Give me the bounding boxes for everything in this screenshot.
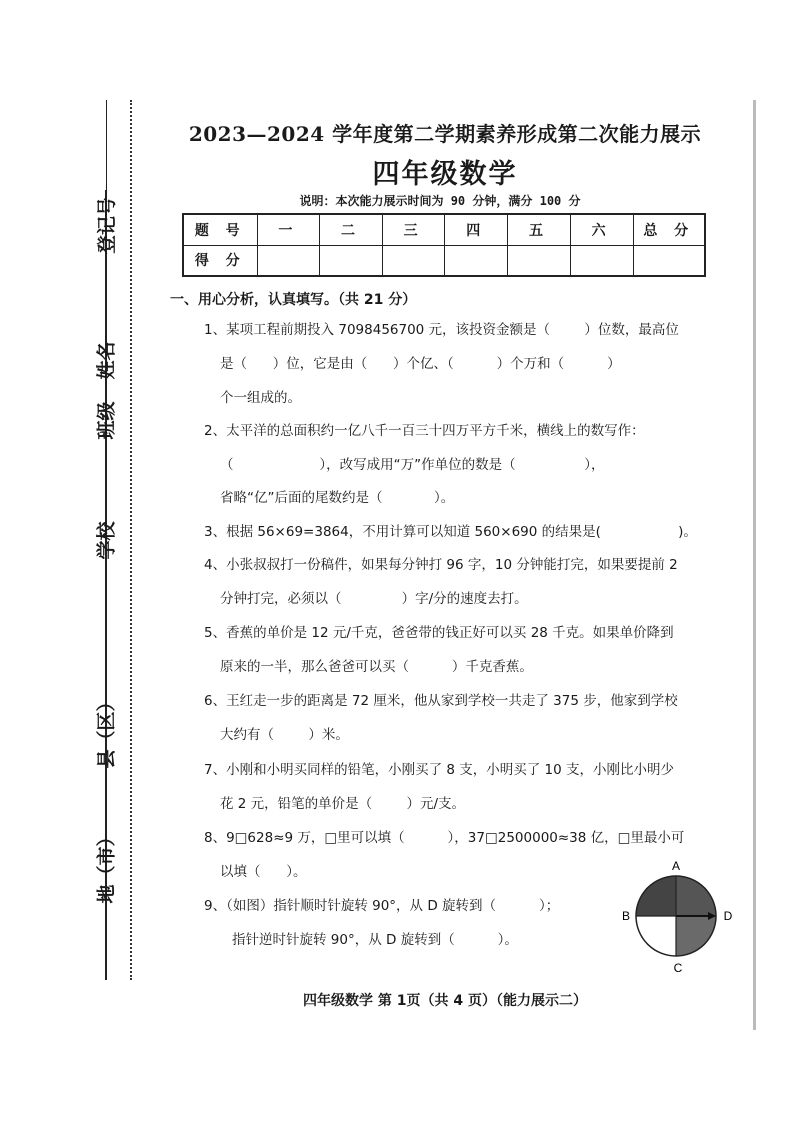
question-line: 4、小张叔叔打一份稿件，如果每分钟打 96 字，10 分钟能打完，如果要提前 2 [204, 557, 678, 573]
question-9-cont [232, 930, 518, 950]
score-table-cell: 六 [570, 214, 633, 245]
question-line: 指针逆时针旋转 90°，从 D 旋转到（ ）。 [232, 932, 518, 948]
score-table-cell: 一 [257, 214, 320, 245]
question-line: 9、（如图）指针顺时针旋转 90°，从 D 旋转到（ ）； [204, 898, 560, 914]
question-line: 是（ ）位，它是由（ ）个亿、（ ）个万和（ ） [220, 356, 621, 372]
rotation-dial-figure [612, 856, 742, 976]
score-input-cell[interactable] [320, 245, 383, 276]
question-2 [204, 421, 645, 441]
question-4 [204, 555, 678, 575]
question-4-cont [220, 589, 528, 609]
question-line: 个一组成的。 [220, 390, 301, 406]
question-2-cont [220, 455, 604, 475]
score-input-cell[interactable] [257, 245, 320, 276]
question-6-cont [220, 725, 349, 745]
score-table [182, 213, 706, 277]
school-field[interactable]: 学校 [95, 520, 118, 560]
question-line: 7、小刚和小明买同样的铅笔，小刚买了 8 支，小明买了 10 支，小刚比小明少 [204, 762, 675, 778]
question-2-cont2 [220, 488, 454, 508]
question-line: 以填（ ）。 [220, 864, 307, 880]
score-input-cell[interactable] [508, 245, 571, 276]
score-table-cell: 三 [382, 214, 445, 245]
county-field[interactable]: 县（区） [95, 691, 118, 769]
question-5 [204, 623, 674, 643]
page-footer: 四年级数学 第 1页（共 4 页）（能力展示二） [303, 993, 587, 1009]
question-9 [204, 896, 559, 916]
score-table-cell: 二 [320, 214, 383, 245]
question-8 [204, 828, 684, 848]
question-line: 5、香蕉的单价是 12 元/千克，爸爸带的钱正好可以买 28 千克。如果单价降到 [204, 625, 674, 641]
question-line: （ ），改写成用“万”作单位的数是（ ）， [220, 457, 605, 473]
question-7-cont [220, 794, 465, 814]
score-input-cell[interactable] [570, 245, 633, 276]
question-line: 6、王红走一步的距离是 72 厘米，他从家到学校一共走了 375 步，他家到学校 [204, 693, 678, 709]
score-table-cell: 四 [445, 214, 508, 245]
section-heading: 一、用心分析，认真填写。（共 21 分） [170, 292, 417, 308]
question-line: 8、9□628≈9 万，□里可以填（ ），37□2500000≈38 亿，□里最小可 [204, 830, 685, 846]
exam-note: 说明：本次能力展示时间为 90 分钟，满分 100 分 [299, 194, 581, 208]
city-field[interactable]: 地（市） [95, 826, 118, 904]
question-7 [204, 760, 674, 780]
question-line: 分钟打完，必须以（ ）字/分的速度去打。 [220, 591, 528, 607]
question-1-cont [220, 354, 621, 374]
question-line: 2、太平洋的总面积约一亿八千一百三十四万平方千米，横线上的数写作： [204, 423, 645, 439]
dial-label-a: A [671, 859, 681, 873]
question-line: 原来的一半，那么爸爸可以买（ ）千克香蕉。 [220, 659, 533, 675]
dial-label-b: B [621, 909, 631, 923]
registration-number-field[interactable]: 登记号 [95, 196, 118, 254]
question-line: 3、根据 56×69=3864，不用计算可以知道 560×690 的结果是( )。 [204, 524, 697, 540]
question-line: 1、某项工程前期投入 7098456700 元，该投资金额是（ ）位数，最高位 [204, 322, 679, 338]
score-table-score-row [183, 245, 705, 276]
question-8-cont [220, 862, 307, 882]
binding-margin [60, 100, 140, 1000]
student-name-field[interactable]: 姓名 [95, 340, 118, 380]
dial-label-c: C [673, 961, 683, 975]
score-input-cell[interactable] [382, 245, 445, 276]
question-1 [204, 320, 679, 340]
question-line: 省略“亿”后面的尾数约是（ ）。 [220, 490, 455, 506]
question-line: 大约有（ ）米。 [220, 727, 349, 743]
question-1-cont2 [220, 388, 301, 408]
score-table-cell: 总 分 [633, 214, 705, 245]
score-table-header-row [183, 214, 705, 245]
question-5-cont [220, 657, 533, 677]
question-3 [204, 522, 697, 542]
exam-title: 2023—2024 学年度第二学期素养形成第二次能力展示 [188, 122, 702, 146]
class-field[interactable]: 班级 [95, 400, 118, 440]
question-6 [204, 691, 678, 711]
score-input-cell[interactable] [633, 245, 705, 276]
score-input-cell[interactable] [445, 245, 508, 276]
page-edge-shadow [753, 100, 756, 1030]
score-table-cell: 题 号 [183, 214, 257, 245]
score-table-cell: 五 [508, 214, 571, 245]
question-line: 花 2 元，铅笔的单价是（ ）元/支。 [220, 796, 466, 812]
dial-label-d: D [723, 909, 733, 923]
score-table-cell: 得 分 [183, 245, 257, 276]
exam-subtitle: 四年级数学 [372, 159, 518, 190]
